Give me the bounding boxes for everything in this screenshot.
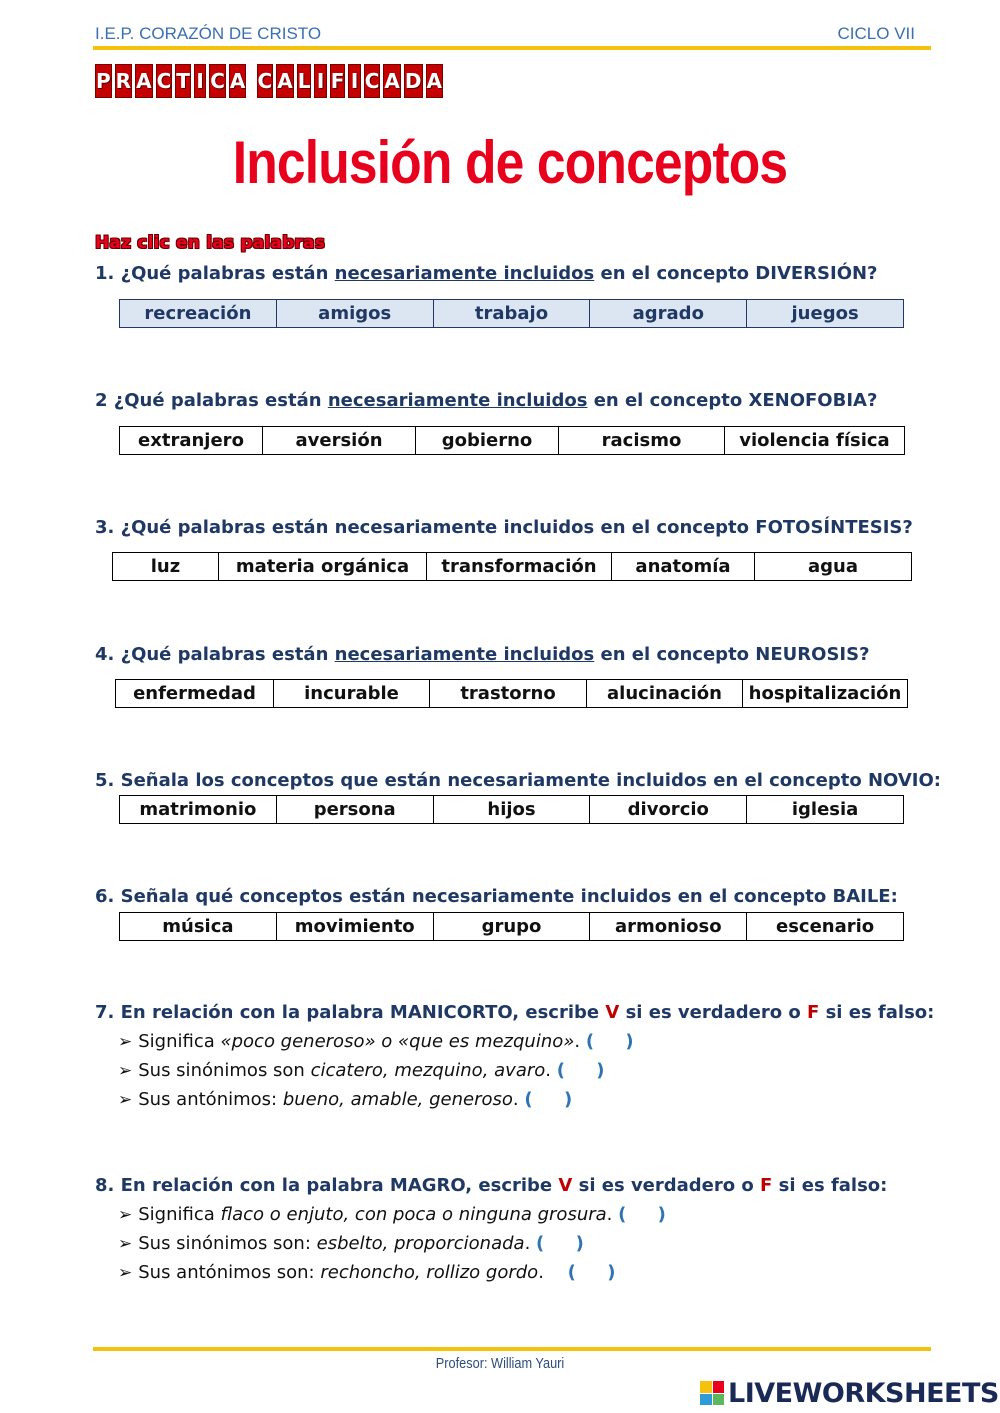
arrow-bullet-icon: ➢ xyxy=(118,1234,133,1254)
tf-item-end: . xyxy=(538,1262,544,1283)
liveworksheets-grid-icon xyxy=(700,1381,724,1405)
badge-letter: A xyxy=(383,64,400,98)
question-4-post: en el concepto NEUROSIS? xyxy=(594,644,870,665)
arrow-bullet-icon: ➢ xyxy=(118,1090,133,1110)
word-table-1 xyxy=(119,299,904,328)
tf-item-end: . xyxy=(512,1089,519,1110)
badge-letter: F xyxy=(330,64,346,98)
practica-calificada-badge xyxy=(95,64,443,98)
word-table-4 xyxy=(115,679,908,708)
badge-letter: C xyxy=(209,64,226,98)
word-option[interactable]: juegos xyxy=(747,300,904,328)
question-4-underlined: necesariamente incluidos xyxy=(334,644,595,665)
question-1 xyxy=(95,263,878,284)
word-option[interactable]: luz xyxy=(113,553,219,581)
word-option[interactable]: extranjero xyxy=(120,427,263,455)
word-option[interactable]: incurable xyxy=(274,680,430,708)
word-option[interactable]: trastorno xyxy=(430,680,587,708)
question-8-mid: si es verdadero o xyxy=(572,1175,761,1196)
word-table-6 xyxy=(119,912,904,941)
word-option[interactable]: alucinación xyxy=(587,680,743,708)
arrow-bullet-icon: ➢ xyxy=(118,1061,133,1081)
badge-letter: I xyxy=(314,64,326,98)
tf-item xyxy=(118,1262,615,1283)
question-8-pre: 8. En relación con la palabra MAGRO, escribe xyxy=(95,1175,559,1196)
word-table-2 xyxy=(119,426,905,455)
word-option[interactable]: escenario xyxy=(747,913,904,941)
tf-item-italic: «poco generoso» o «que es mezquino» xyxy=(220,1031,575,1052)
tf-item-text: Significa xyxy=(138,1204,221,1225)
arrow-bullet-icon: ➢ xyxy=(118,1032,133,1052)
page-title: Inclusión de conceptos xyxy=(232,129,788,196)
question-8 xyxy=(95,1175,887,1196)
tf-item-italic: esbelto, proporcionada xyxy=(316,1233,525,1254)
badge-letter: C xyxy=(156,64,173,98)
question-8-post: si es falso: xyxy=(772,1175,888,1196)
question-1-post: en el concepto DIVERSIÓN? xyxy=(594,263,878,284)
word-option[interactable]: agua xyxy=(755,553,912,581)
badge-letter: I xyxy=(348,64,360,98)
question-7-pre: 7. En relación con la palabra MANICORTO, escribe xyxy=(95,1002,606,1023)
word-option[interactable]: divorcio xyxy=(590,796,747,824)
word-option[interactable]: enfermedad xyxy=(116,680,274,708)
badge-letter: P xyxy=(95,64,112,98)
tf-item-italic: cicatero, mezquino, avaro xyxy=(310,1060,546,1081)
tf-item-end: . xyxy=(545,1060,551,1081)
tf-item-text: Sus antónimos son: xyxy=(138,1262,321,1283)
badge-letter: A xyxy=(426,64,443,98)
word-option[interactable]: anatomía xyxy=(612,553,755,581)
word-option[interactable]: amigos xyxy=(276,300,433,328)
tf-item-text: Sus antónimos: xyxy=(138,1089,283,1110)
word-option[interactable]: hospitalización xyxy=(743,680,908,708)
tf-item-italic: bueno, amable, generoso xyxy=(282,1089,513,1110)
arrow-bullet-icon: ➢ xyxy=(118,1205,133,1225)
question-1-underlined: necesariamente incluidos xyxy=(334,263,595,284)
word-option[interactable]: transformación xyxy=(427,553,612,581)
question-4-pre: 4. ¿Qué palabras están xyxy=(95,644,335,665)
tf-item xyxy=(118,1204,666,1225)
word-option[interactable]: hijos xyxy=(433,796,590,824)
word-option[interactable]: recreación xyxy=(120,300,277,328)
f-letter: F xyxy=(760,1175,773,1196)
badge-letter: I xyxy=(194,64,206,98)
word-option[interactable]: iglesia xyxy=(747,796,904,824)
liveworksheets-logo xyxy=(700,1376,999,1410)
word-option[interactable]: grupo xyxy=(433,913,590,941)
tf-item-italic: flaco o enjuto, con poca o ninguna grosura xyxy=(220,1204,607,1225)
answer-blank[interactable]: ( ) xyxy=(536,1233,584,1254)
question-4 xyxy=(95,644,870,665)
word-option[interactable]: gobierno xyxy=(416,427,559,455)
question-1-pre: 1. ¿Qué palabras están xyxy=(95,263,335,284)
question-3: 3. ¿Qué palabras están necesariamente incluidos en el concepto FOTOSÍNTESIS? xyxy=(95,517,913,538)
question-7-post: si es falso: xyxy=(819,1002,935,1023)
tf-item-italic: rechoncho, rollizo gordo xyxy=(320,1262,539,1283)
word-option[interactable]: racismo xyxy=(559,427,725,455)
tf-item-end: . xyxy=(574,1031,581,1052)
word-option[interactable]: movimiento xyxy=(276,913,433,941)
answer-blank[interactable]: ( ) xyxy=(585,1031,634,1052)
tf-item xyxy=(118,1233,584,1254)
word-option[interactable]: música xyxy=(120,913,277,941)
word-table-5 xyxy=(119,795,904,824)
word-option[interactable]: materia orgánica xyxy=(219,553,427,581)
badge-letter: A xyxy=(229,64,246,98)
badge-letter: A xyxy=(276,64,293,98)
question-5: 5. Señala los conceptos que están necesariamente incluidos en el concepto NOVIO: xyxy=(95,770,941,791)
v-letter: V xyxy=(605,1002,620,1023)
badge-letter: T xyxy=(175,64,191,98)
f-letter: F xyxy=(807,1002,820,1023)
question-2-post: en el concepto XENOFOBIA? xyxy=(587,390,878,411)
badge-letter: D xyxy=(404,64,423,98)
tf-item-text: Sus sinónimos son: xyxy=(138,1233,317,1254)
word-option[interactable]: aversión xyxy=(263,427,416,455)
header-rule xyxy=(93,46,931,50)
footer-rule xyxy=(93,1347,931,1351)
badge-letter: C xyxy=(257,64,274,98)
question-7 xyxy=(95,1002,934,1023)
badge-letter: A xyxy=(135,64,152,98)
v-letter: V xyxy=(558,1175,573,1196)
word-option[interactable]: matrimonio xyxy=(120,796,277,824)
word-option[interactable]: trabajo xyxy=(433,300,590,328)
word-option[interactable]: violencia física xyxy=(725,427,905,455)
instruction-label: Haz clic en las palabras xyxy=(95,233,326,253)
badge-letter: L xyxy=(297,64,312,98)
arrow-bullet-icon: ➢ xyxy=(118,1263,133,1283)
tf-item xyxy=(118,1031,634,1052)
tf-item xyxy=(118,1060,605,1081)
answer-blank[interactable]: ( ) xyxy=(618,1204,666,1225)
tf-item-text: Sus sinónimos son xyxy=(138,1060,311,1081)
question-6: 6. Señala qué conceptos están necesariamente incluidos en el concepto BAILE: xyxy=(95,886,898,907)
question-2-pre: 2 ¿Qué palabras están xyxy=(95,390,328,411)
word-option[interactable]: persona xyxy=(276,796,433,824)
cycle-label: CICLO VII xyxy=(837,24,915,43)
tf-item-end: . xyxy=(606,1204,613,1225)
answer-blank[interactable]: ( ) xyxy=(524,1089,573,1110)
answer-blank[interactable]: ( ) xyxy=(567,1262,616,1283)
question-7-mid: si es verdadero o xyxy=(619,1002,808,1023)
word-option[interactable]: armonioso xyxy=(590,913,747,941)
question-2 xyxy=(95,390,877,411)
badge-letter: R xyxy=(115,64,132,98)
answer-blank[interactable]: ( ) xyxy=(556,1060,605,1081)
question-2-underlined: necesariamente incluidos xyxy=(327,390,588,411)
tf-item-text: Significa xyxy=(138,1031,221,1052)
word-table-3 xyxy=(112,552,912,581)
tf-item-end: . xyxy=(524,1233,531,1254)
word-option[interactable]: agrado xyxy=(590,300,747,328)
badge-gap xyxy=(249,64,253,98)
liveworksheets-brand: LIVEWORKSHEETS xyxy=(728,1377,999,1409)
school-name: I.E.P. CORAZÓN DE CRISTO xyxy=(95,24,322,43)
tf-item xyxy=(118,1089,572,1110)
teacher-credit: Profesor: William Yauri xyxy=(435,1355,565,1372)
badge-letter: C xyxy=(364,64,381,98)
